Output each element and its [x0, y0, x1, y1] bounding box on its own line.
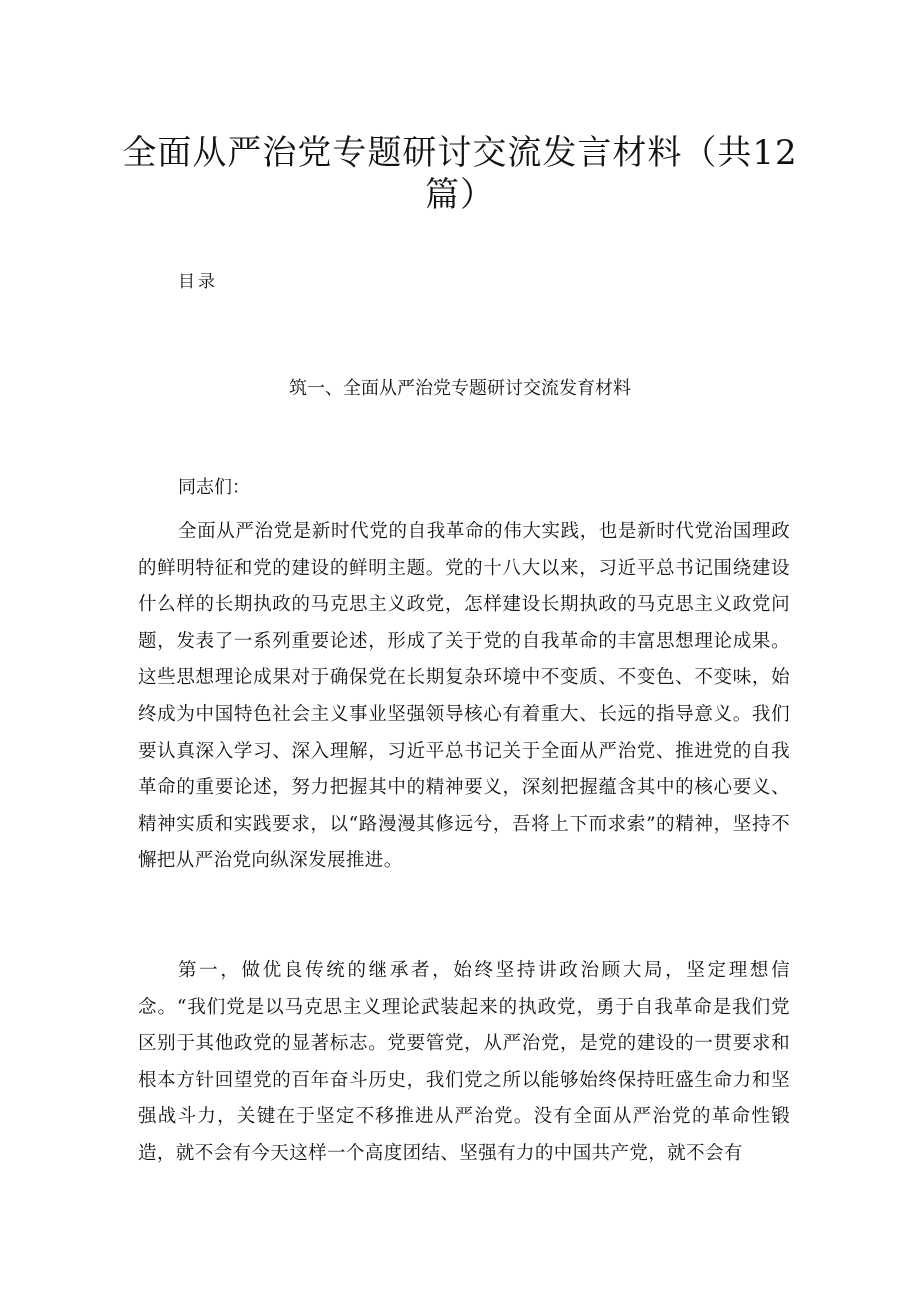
salutation: 同志们：	[178, 477, 250, 498]
toc-label: 目录	[178, 272, 218, 292]
paragraph: 全面从严治党是新时代党的自我革命的伟大实践，也是新时代党治国理政的鲜明特征和党的建设的鲜明主题。党的十八大以来，习近平总书记围绕建设什么样的长期执政的马克思主义政党，怎样建设长期执政的马克思主义政党问题，发表了一系列重要论述，形成了关于党的自我革命的丰富思想理论成果。这些思想理论成果对于确保党在长期复杂环境中不变质、不变色、不变味，始终成为中国特色社会主义事业坚强领导核心有着重大、长远的指导意义。我们要认真深入学习、深入理解，习近平总书记关于全面从严治党、推进党的自我革命的重要论述，努力把握其中的精神要义，深刻把握蕴含其中的核心要义、精神实质和实践要求，以“路漫漫其修远兮，吾将上下而求索”的精神，坚持不懈把从严治党向纵深发展推进。	[138, 521, 790, 872]
paragraph: 第一，做优良传统的继承者，始终坚持讲政治顾大局，坚定理想信念。“我们党是以马克思主义理论武装起来的执政党，勇于自我革命是我们党区别于其他政党的显著标志。党要管党，从严治党，是党的建设的一贯要求和根本方针回望党的百年奋斗历史，我们党之所以能够始终保持旺盛生命力和坚强战斗力，关键在于坚定不移推进从严治党。没有全面从严治党的革命性锻造，就不会有今天这样一个高度团结、坚强有力的中国共产党，就不会有	[138, 960, 790, 1164]
document-title: 全面从严治党专题研讨交流发言材料（共12篇）	[122, 133, 798, 215]
section-heading: 筑一、全面从严治党专题研讨交流发育材料	[289, 378, 631, 399]
